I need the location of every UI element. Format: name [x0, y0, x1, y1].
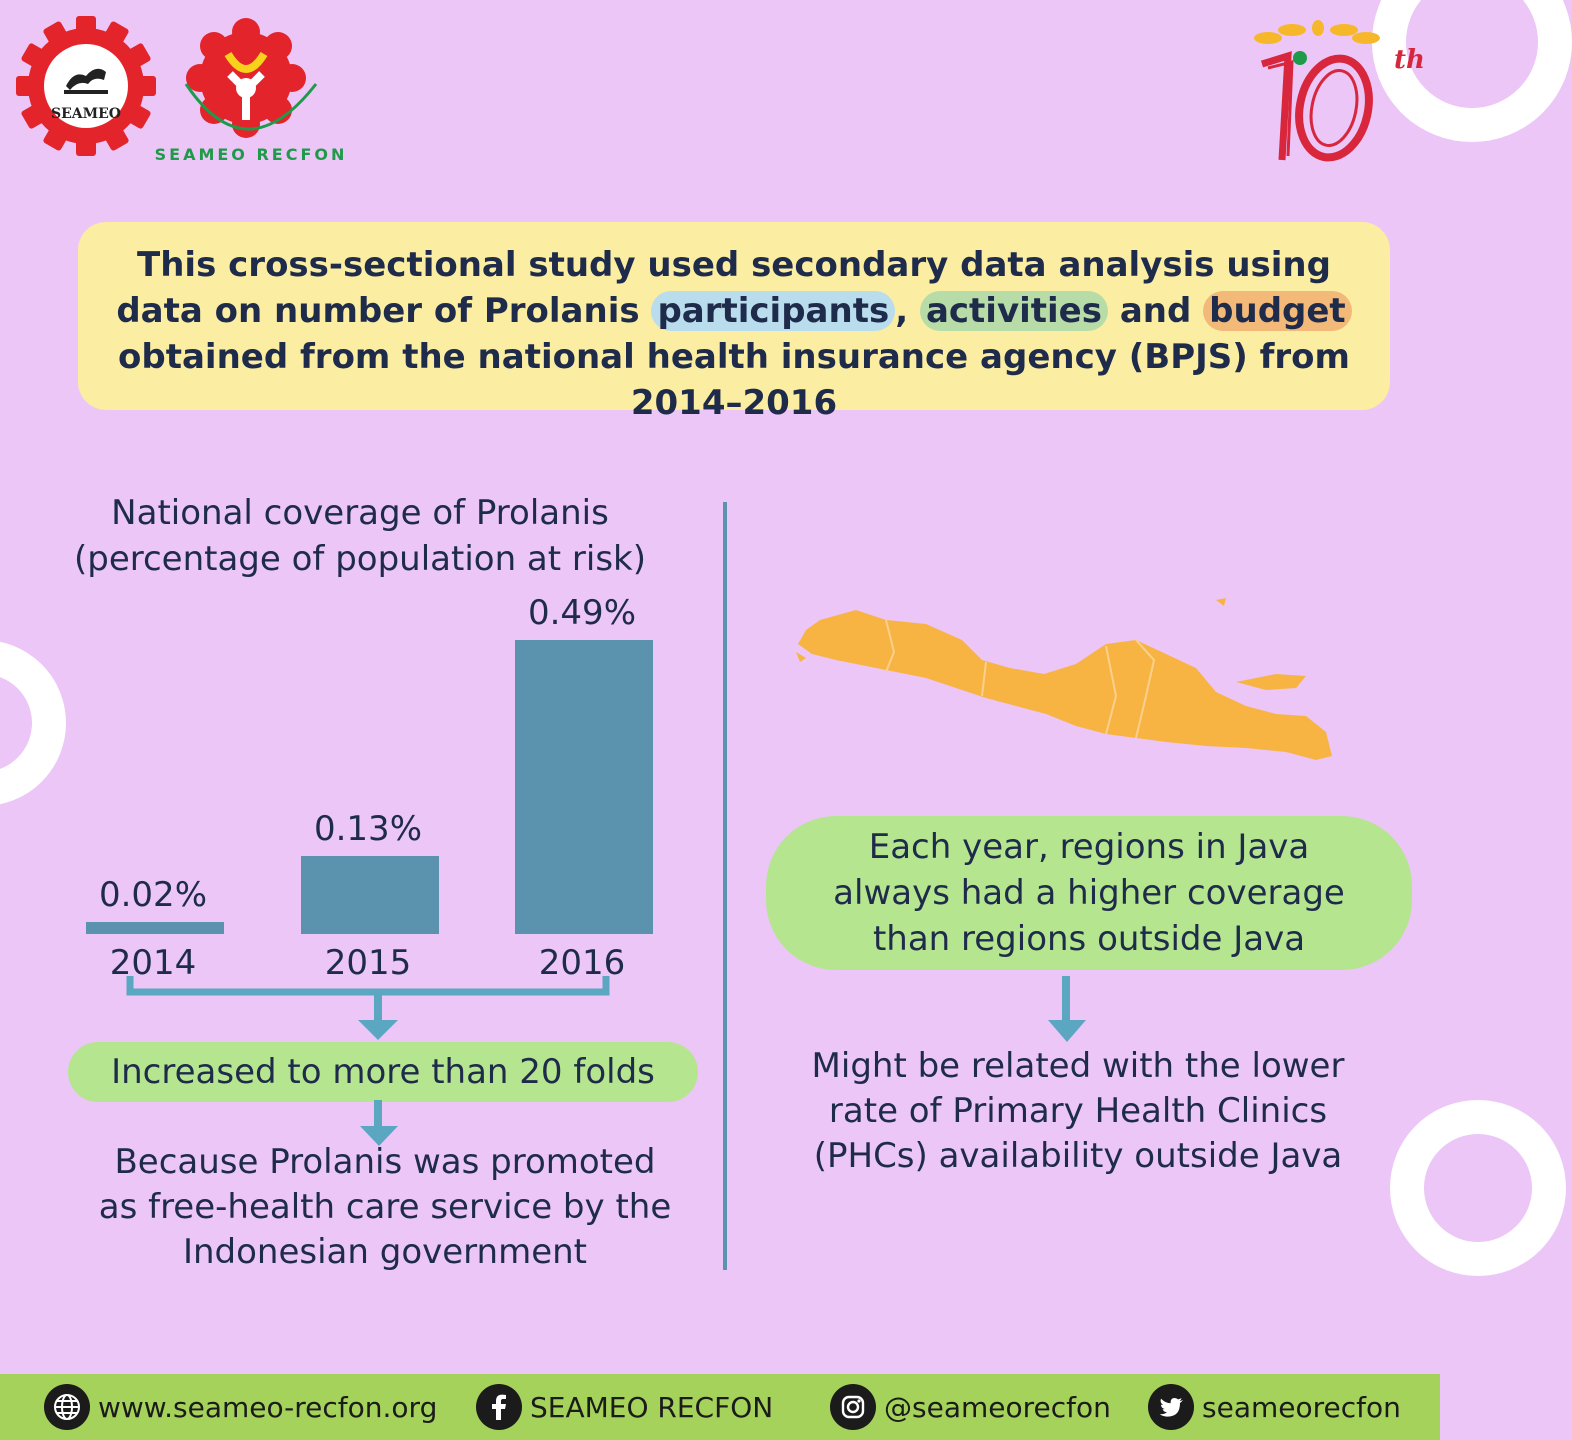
footer-bar	[0, 1374, 1440, 1440]
bracket-arrow-head	[358, 1020, 398, 1040]
anniversary-suffix: th	[1394, 45, 1425, 75]
anniversary-logo	[1248, 24, 1425, 166]
recfon-logo	[154, 14, 348, 164]
facebook-icon	[476, 1384, 522, 1430]
increase-pill: Increased to more than 20 folds	[68, 1042, 698, 1102]
instagram-icon	[830, 1384, 876, 1430]
intro-and: and	[1107, 291, 1204, 331]
reason-text	[50, 1140, 720, 1275]
intro-text-part1: This cross-sectional study used secondary data analysis using data on number of Prolanis	[116, 245, 1331, 331]
chart-title	[20, 490, 700, 582]
chart-title-line2: (percentage of population at risk)	[73, 539, 646, 579]
twitter-icon	[1148, 1384, 1194, 1430]
might-line1: Might be related with the lower	[811, 1046, 1345, 1086]
highlight-activities: activities	[920, 291, 1108, 331]
bar-2014	[86, 922, 224, 934]
intro-box	[78, 222, 1390, 423]
category-label-2015: 2015	[324, 943, 412, 983]
category-label-2014: 2014	[109, 943, 197, 983]
bar-2016	[515, 640, 653, 934]
bracket-arrow-stem	[374, 992, 382, 1020]
java-coverage-pill	[766, 816, 1412, 970]
column-divider	[723, 502, 727, 1270]
coverage-bar-chart	[0, 580, 720, 1040]
facebook-link[interactable]	[476, 1384, 773, 1430]
twitter-text: seameorecfon	[1202, 1390, 1401, 1424]
might-text	[760, 1044, 1396, 1179]
bar-2015	[301, 856, 439, 934]
reason-line3: Indonesian government	[182, 1232, 588, 1272]
java-line1: Each year, regions in Java	[868, 827, 1310, 867]
might-line2: rate of Primary Health Clinics	[828, 1091, 1328, 1131]
intro-comma: ,	[895, 291, 920, 331]
seameo-logo	[14, 14, 158, 158]
instagram-text: @seameorecfon	[884, 1390, 1111, 1424]
seameo-logo-text: SEAMEO	[50, 106, 122, 122]
website-link[interactable]	[44, 1384, 437, 1430]
facebook-text: SEAMEO RECFON	[530, 1390, 774, 1424]
highlight-participants: participants	[651, 291, 895, 331]
reason-line1: Because Prolanis was promoted	[114, 1142, 656, 1182]
website-text: www.seameo-recfon.org	[98, 1390, 438, 1424]
arrow-down-icon	[1046, 976, 1088, 1046]
instagram-link[interactable]	[830, 1384, 1111, 1430]
java-map	[776, 596, 1350, 792]
java-line2: always had a higher coverage	[833, 873, 1345, 913]
chart-title-line1: National coverage of Prolanis	[111, 493, 609, 533]
value-label-2014: 0.02%	[98, 875, 208, 915]
might-line3: (PHCs) availability outside Java	[813, 1136, 1343, 1176]
highlight-budget: budget	[1203, 291, 1352, 331]
recfon-logo-text: SEAMEO RECFON	[154, 145, 348, 164]
reason-line2: as free-health care service by the	[98, 1187, 672, 1227]
category-label-2016: 2016	[538, 943, 626, 983]
decorative-ring-right	[1390, 1100, 1566, 1276]
intro-text-part2: obtained from the national health insurance agency (BPJS) from 2014–2016	[118, 337, 1350, 423]
value-label-2016: 0.49%	[527, 593, 637, 633]
value-label-2015: 0.13%	[313, 809, 423, 849]
globe-icon	[44, 1384, 90, 1430]
java-line3: than regions outside Java	[872, 919, 1306, 959]
twitter-link[interactable]	[1148, 1384, 1401, 1430]
